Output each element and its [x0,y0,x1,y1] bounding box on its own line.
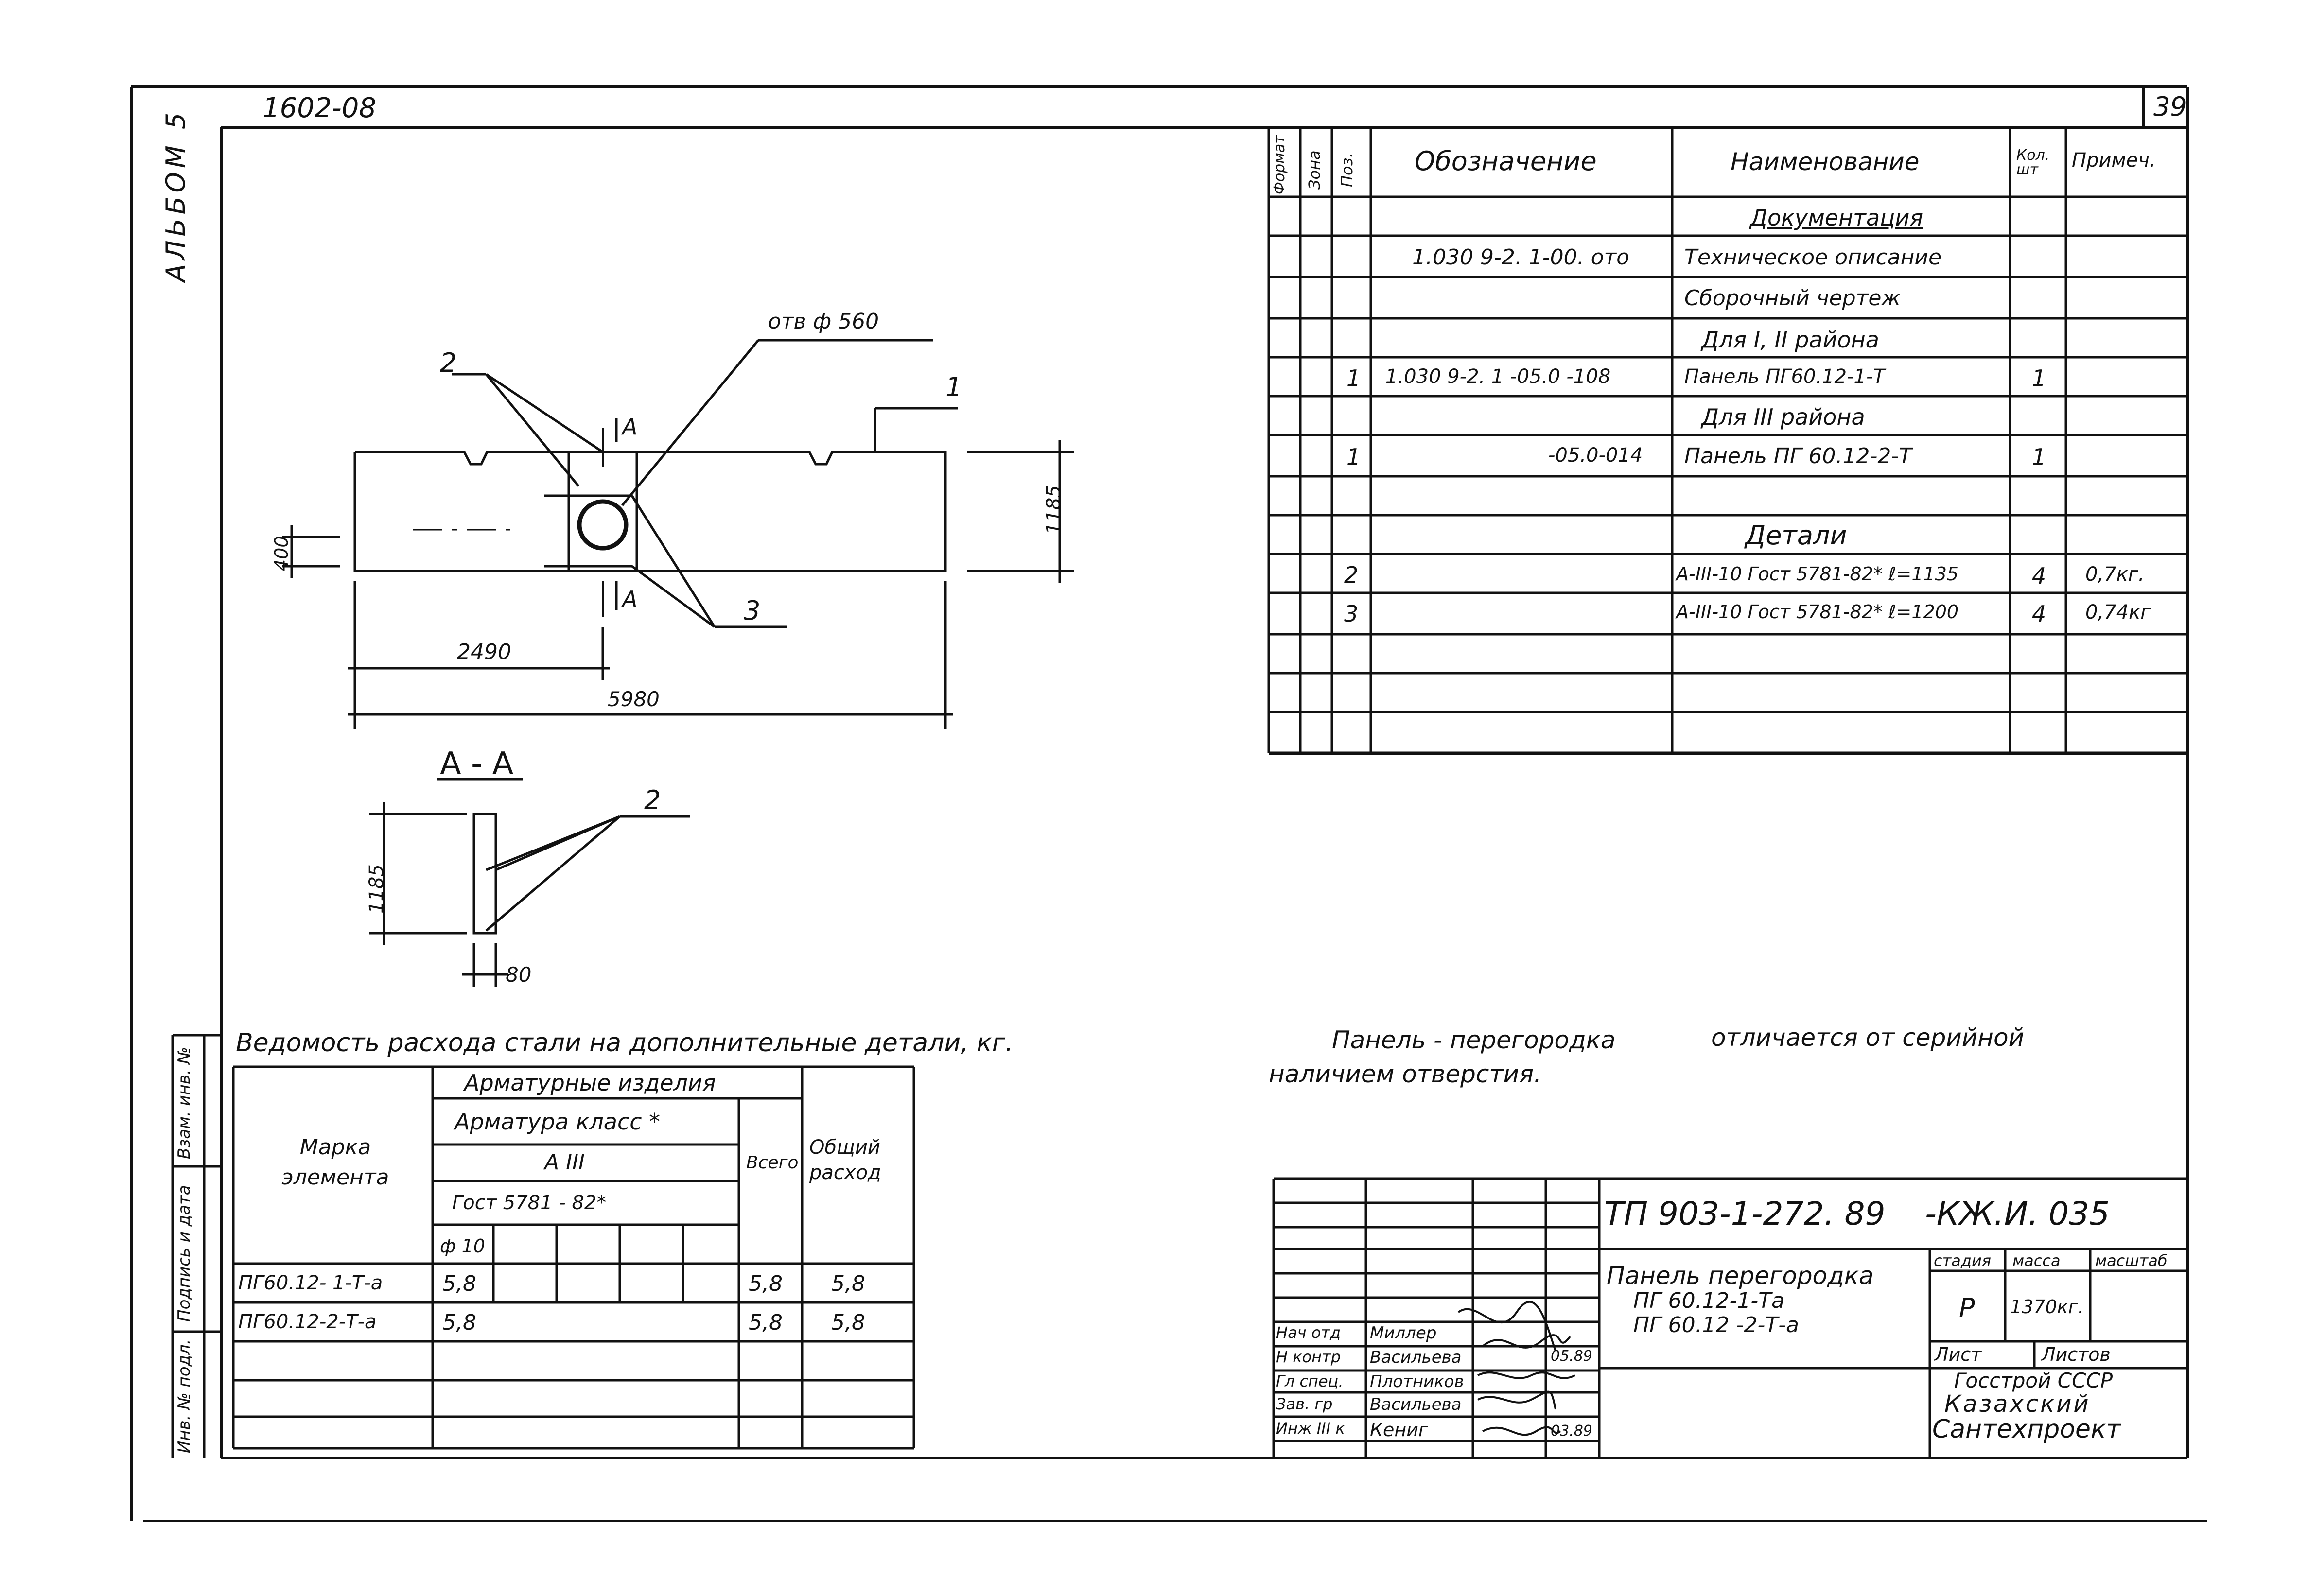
dim-5980: 5980 [608,687,660,711]
steel-row-2-d10: 5,8 [442,1310,476,1335]
spec-header-zone: Зона [1305,150,1324,190]
note-line-2: наличием отверстия. [1269,1060,1541,1088]
spec-row-5-designation: 1.030 9-2. 1 -05.0 -108 [1385,365,1611,388]
role-3-name: Плотников [1370,1372,1464,1391]
spec-row-1-name: Документация [1750,205,1923,231]
steel-row-2-general: 5,8 [831,1310,865,1335]
spec-row-7-name: Панель ПГ 60.12-2-Т [1684,444,1912,468]
steel-col-a3: A III [544,1150,585,1175]
org-line-3: Сантехпроект [1932,1415,2121,1444]
role-2-date: 05.89 [1551,1348,1592,1365]
role-4: Зав. гр [1276,1395,1333,1413]
spec-row-7-designation: -05.0-014 [1548,444,1643,467]
section-mark-top: А [622,414,638,440]
spec-header-pos: Поз. [1338,153,1356,187]
leader-3-label: 3 [744,595,761,626]
title-line-1: Панель перегородка [1607,1262,1874,1290]
steel-row-1-mark: ПГ60.12- 1-Т-а [238,1272,383,1294]
spec-row-10-pos: 2 [1344,562,1359,588]
spec-row-10-qty: 4 [2032,563,2046,589]
steel-row-1-d10: 5,8 [442,1271,476,1296]
title-code: ТП 903-1-272. 89 [1604,1195,1886,1232]
spec-row-7-qty: 1 [2032,444,2046,470]
org-line-2: Казахский [1944,1390,2091,1418]
spec-header-name: Наименование [1731,148,1920,176]
steel-table-title: Ведомость расхода стали на дополнительные детали, кг. [236,1028,1014,1058]
title-line-3: ПГ 60.12 -2-Т-а [1633,1313,1799,1337]
doc-code: 1602-08 [262,92,376,124]
side-stamp-inv: Инв. № подл. [175,1339,194,1453]
steel-col-gost: Гост 5781 - 82* [452,1192,607,1214]
mass-label: масса [2012,1251,2061,1270]
dim-2490: 2490 [457,640,511,664]
org-line-1: Госстрой СССР [1954,1369,2113,1392]
spec-row-11-pos: 3 [1344,601,1359,627]
spec-header-qty: Кол. шт [2016,147,2050,178]
dim-1185: 1185 [1043,485,1065,535]
title-line-2: ПГ 60.12-1-Та [1633,1288,1785,1313]
section-title: А - А [440,746,514,782]
side-stamp-signature: Подпись и дата [175,1185,194,1322]
role-3: Гл спец. [1276,1372,1344,1390]
role-5: Инж III к [1276,1419,1345,1438]
hole-label: отв ф 560 [768,309,879,334]
section-mark-bottom: А [622,586,638,612]
section-leader-2: 2 [644,785,661,815]
leader-1-label: 1 [945,372,962,402]
spec-header-format: Формат [1271,135,1288,194]
sheet-label: Лист [1935,1344,1982,1365]
spec-header-note: Примеч. [2072,149,2156,172]
note-line-1a: Панель - перегородка [1332,1026,1616,1054]
steel-col-total: Всего [746,1153,799,1173]
spec-row-5-qty: 1 [2032,365,2046,391]
spec-row-11-note: 0,74кг [2085,601,2151,624]
side-stamp-replace: Взам. инв. № [175,1047,194,1159]
spec-row-7-pos: 1 [1346,444,1361,470]
stage-value: Р [1959,1293,1975,1323]
spec-row-2-designation: 1.030 9-2. 1-00. ото [1412,245,1630,270]
spec-row-11-name: A-III-10 Гост 5781-82* ℓ=1200 [1676,601,1959,623]
title-suffix: -КЖ.И. 035 [1925,1195,2110,1232]
leader-2-label: 2 [440,347,457,378]
steel-col-general: Общий расход [809,1136,881,1184]
scale-label: масштаб [2095,1251,2168,1270]
steel-col-d10: ф 10 [440,1235,485,1257]
spec-row-5-name: Панель ПГ60.12-1-Т [1684,365,1885,388]
page-number: 39 [2153,91,2187,122]
spec-row-10-name: A-III-10 Гост 5781-82* ℓ=1135 [1676,563,1959,585]
steel-col-items: Арматурные изделия [464,1070,716,1096]
steel-col-class: Арматура класс * [455,1109,661,1135]
steel-row-2-mark: ПГ60.12-2-Т-а [238,1311,377,1333]
role-1-name: Миллер [1370,1323,1437,1343]
role-5-date: 03.89 [1551,1423,1592,1440]
spec-row-10-note: 0,7кг. [2085,563,2145,586]
spec-row-4-name: Для I, II района [1701,327,1879,353]
sheets-label: Листов [2042,1344,2111,1365]
section-dim-80: 80 [506,963,532,987]
spec-row-2-name: Техническое описание [1684,245,1942,270]
mass-value: 1370кг. [2010,1296,2084,1318]
role-1: Нач отд [1276,1323,1341,1342]
spec-row-9-name: Детали [1745,520,1847,551]
spec-row-3-name: Сборочный чертеж [1684,286,1901,311]
note-line-1b: отличается от серийной [1711,1024,2025,1052]
steel-row-1-total: 5,8 [749,1271,783,1296]
album-label: АЛЬБОМ 5 [160,108,191,282]
spec-row-11-qty: 4 [2032,601,2046,627]
role-5-name: Кениг [1370,1419,1428,1440]
role-2-name: Васильева [1370,1348,1462,1367]
spec-header-designation: Обозначение [1415,146,1597,176]
spec-row-6-name: Для III района [1701,404,1865,430]
stage-label: стадия [1934,1251,1992,1270]
role-2: Н контр [1276,1348,1341,1366]
steel-col-mark: Марка элемента [281,1135,389,1190]
steel-row-2-total: 5,8 [749,1310,783,1335]
dim-400: 400 [271,536,292,571]
steel-row-1-general: 5,8 [831,1271,865,1296]
spec-row-5-pos: 1 [1346,365,1361,391]
role-4-name: Васильева [1370,1395,1462,1414]
section-dim-1185: 1185 [366,864,388,914]
